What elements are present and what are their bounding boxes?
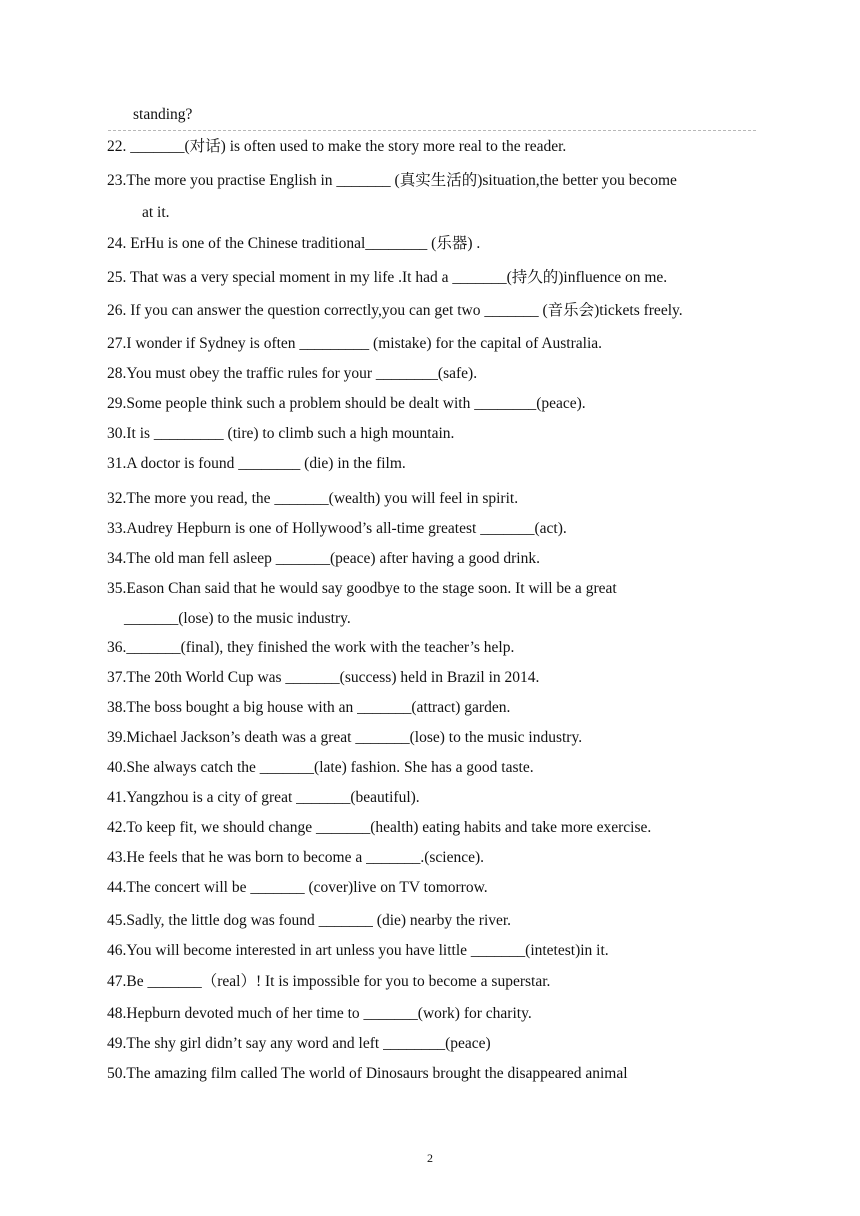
question-48: 48.Hepburn devoted much of her time to _______(work) for charity. xyxy=(107,1005,532,1022)
page-number: 2 xyxy=(427,1151,433,1165)
question-49: 49.The shy girl didn’t say any word and left ________(peace) xyxy=(107,1035,491,1052)
question-23-cont: at it. xyxy=(142,204,170,221)
question-25: 25. That was a very special moment in my life .It had a _______(持久的)influence on me. xyxy=(107,269,668,286)
question-22: 22. _______(对话) is often used to make the story more real to the reader. xyxy=(107,138,567,155)
question-44: 44.The concert will be _______ (cover)live on TV tomorrow. xyxy=(107,879,488,896)
question-36: 36._______(final), they finished the work with the teacher’s help. xyxy=(107,639,515,656)
text-line-21-cont: standing? xyxy=(133,106,193,123)
question-29: 29.Some people think such a problem should be dealt with ________(peace). xyxy=(107,395,586,412)
question-27: 27.I wonder if Sydney is often _________ (mistake) for the capital of Australia. xyxy=(107,335,603,352)
question-24: 24. ErHu is one of the Chinese traditional________ (乐器) . xyxy=(107,235,481,252)
question-30: 30.It is _________ (tire) to climb such a high mountain. xyxy=(107,425,455,442)
question-47: 47.Be _______（real）! It is impossible for you to become a superstar. xyxy=(107,973,551,990)
question-50: 50.The amazing film called The world of Dinosaurs brought the disappeared animal xyxy=(107,1065,628,1082)
question-45: 45.Sadly, the little dog was found _______ (die) nearby the river. xyxy=(107,912,512,929)
question-46: 46.You will become interested in art unless you have little _______(intetest)in it. xyxy=(107,942,609,959)
question-35: 35.Eason Chan said that he would say goodbye to the stage soon. It will be a great xyxy=(107,580,617,597)
question-35-cont: _______(lose) to the music industry. xyxy=(124,610,351,627)
question-32: 32.The more you read, the _______(wealth) you will feel in spirit. xyxy=(107,490,519,507)
question-41: 41.Yangzhou is a city of great _______(beautiful). xyxy=(107,789,420,806)
question-43: 43.He feels that he was born to become a _______.(science). xyxy=(107,849,485,866)
question-40: 40.She always catch the _______(late) fashion. She has a good taste. xyxy=(107,759,534,776)
question-34: 34.The old man fell asleep _______(peace) after having a good drink. xyxy=(107,550,540,567)
question-23: 23.The more you practise English in _______ (真实生活的)situation,the better you become xyxy=(107,172,677,189)
question-39: 39.Michael Jackson’s death was a great _______(lose) to the music industry. xyxy=(107,729,583,746)
question-42: 42.To keep fit, we should change _______(health) eating habits and take more exercise. xyxy=(107,819,652,836)
question-38: 38.The boss bought a big house with an _______(attract) garden. xyxy=(107,699,511,716)
question-28: 28.You must obey the traffic rules for your ________(safe). xyxy=(107,365,478,382)
question-31: 31.A doctor is found ________ (die) in the film. xyxy=(107,455,406,472)
dashed-divider xyxy=(108,130,756,131)
question-26: 26. If you can answer the question correctly,you can get two _______ (音乐会)tickets freely. xyxy=(107,302,683,319)
question-37: 37.The 20th World Cup was _______(success) held in Brazil in 2014. xyxy=(107,669,540,686)
question-33: 33.Audrey Hepburn is one of Hollywood’s all-time greatest _______(act). xyxy=(107,520,567,537)
